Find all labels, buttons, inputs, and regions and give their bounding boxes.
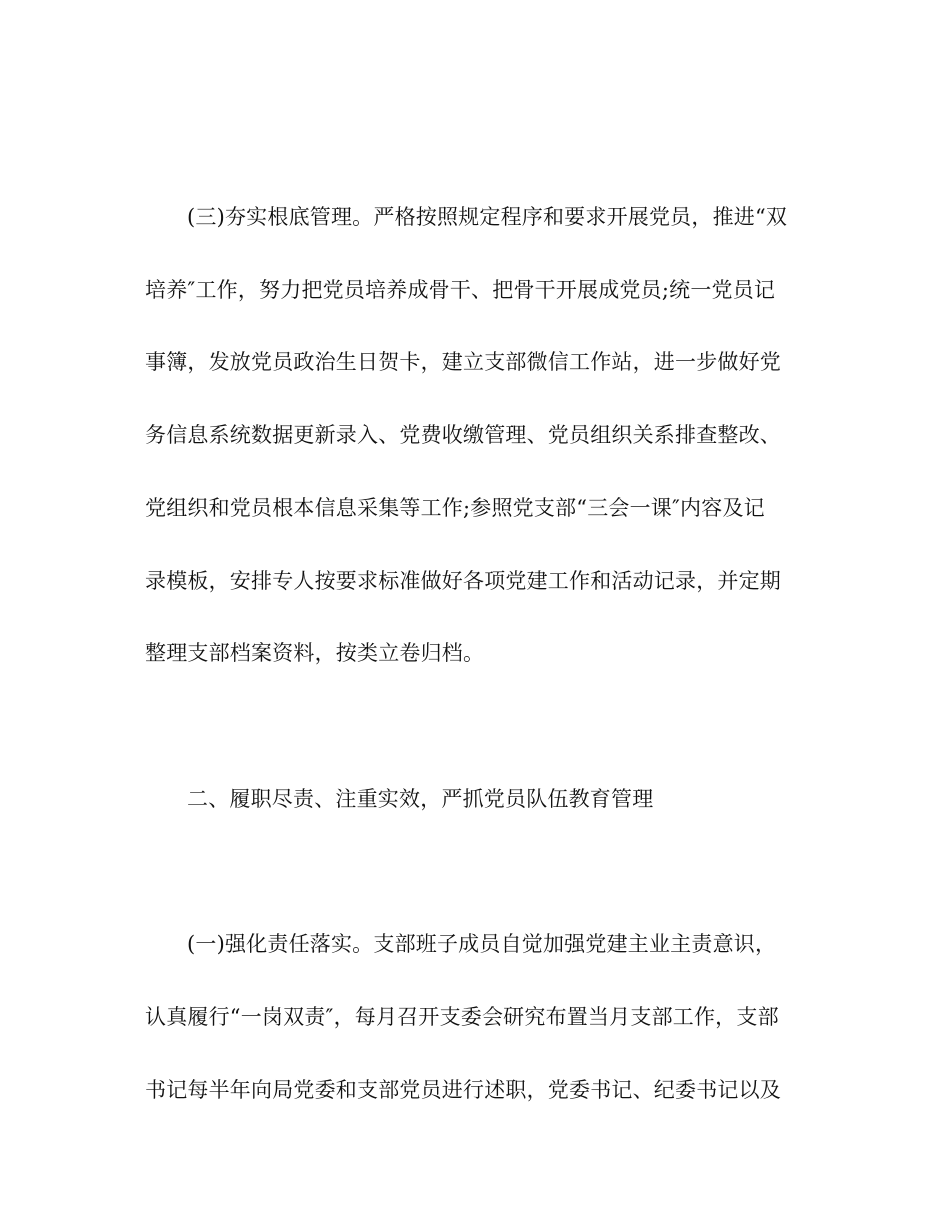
- paragraph-1-line-7: 整理支部档案资料，按类立卷归档。: [145, 641, 485, 665]
- paragraph-2-line-1: (一)强化责任落实。支部班子成员自觉加强党建主业主责意识，: [187, 932, 777, 956]
- paragraph-1-line-1: (三)夯实根底管理。严格按照规定程序和要求开展党员，推进“双: [187, 205, 788, 229]
- paragraph-1-line-6: 录模板，安排专人按要求标准做好各项党建工作和活动记录，并定期: [145, 569, 781, 593]
- section-heading: 二、履职尽责、注重实效，严抓党员队伍教育管理: [187, 787, 654, 811]
- paragraph-2-line-2: 认真履行“一岗双责″，每月召开支委会研究布置当月支部工作，支部: [145, 1005, 779, 1029]
- paragraph-1-line-3: 事簿，发放党员政治生日贺卡，建立支部微信工作站，进一步做好党: [145, 350, 781, 374]
- paragraph-1-line-5: 党组织和党员根本信息采集等工作;参照党支部“三会一课″内容及记: [145, 496, 765, 520]
- paragraph-2-line-3: 书记每半年向局党委和支部党员进行述职，党委书记、纪委书记以及: [145, 1078, 781, 1102]
- paragraph-1-line-2: 培养″工作，努力把党员培养成骨干、把骨干开展成党员;统一党员记: [145, 278, 776, 302]
- paragraph-1-line-4: 务信息系统数据更新录入、党费收缴管理、党员组织关系排查整改、: [145, 423, 781, 447]
